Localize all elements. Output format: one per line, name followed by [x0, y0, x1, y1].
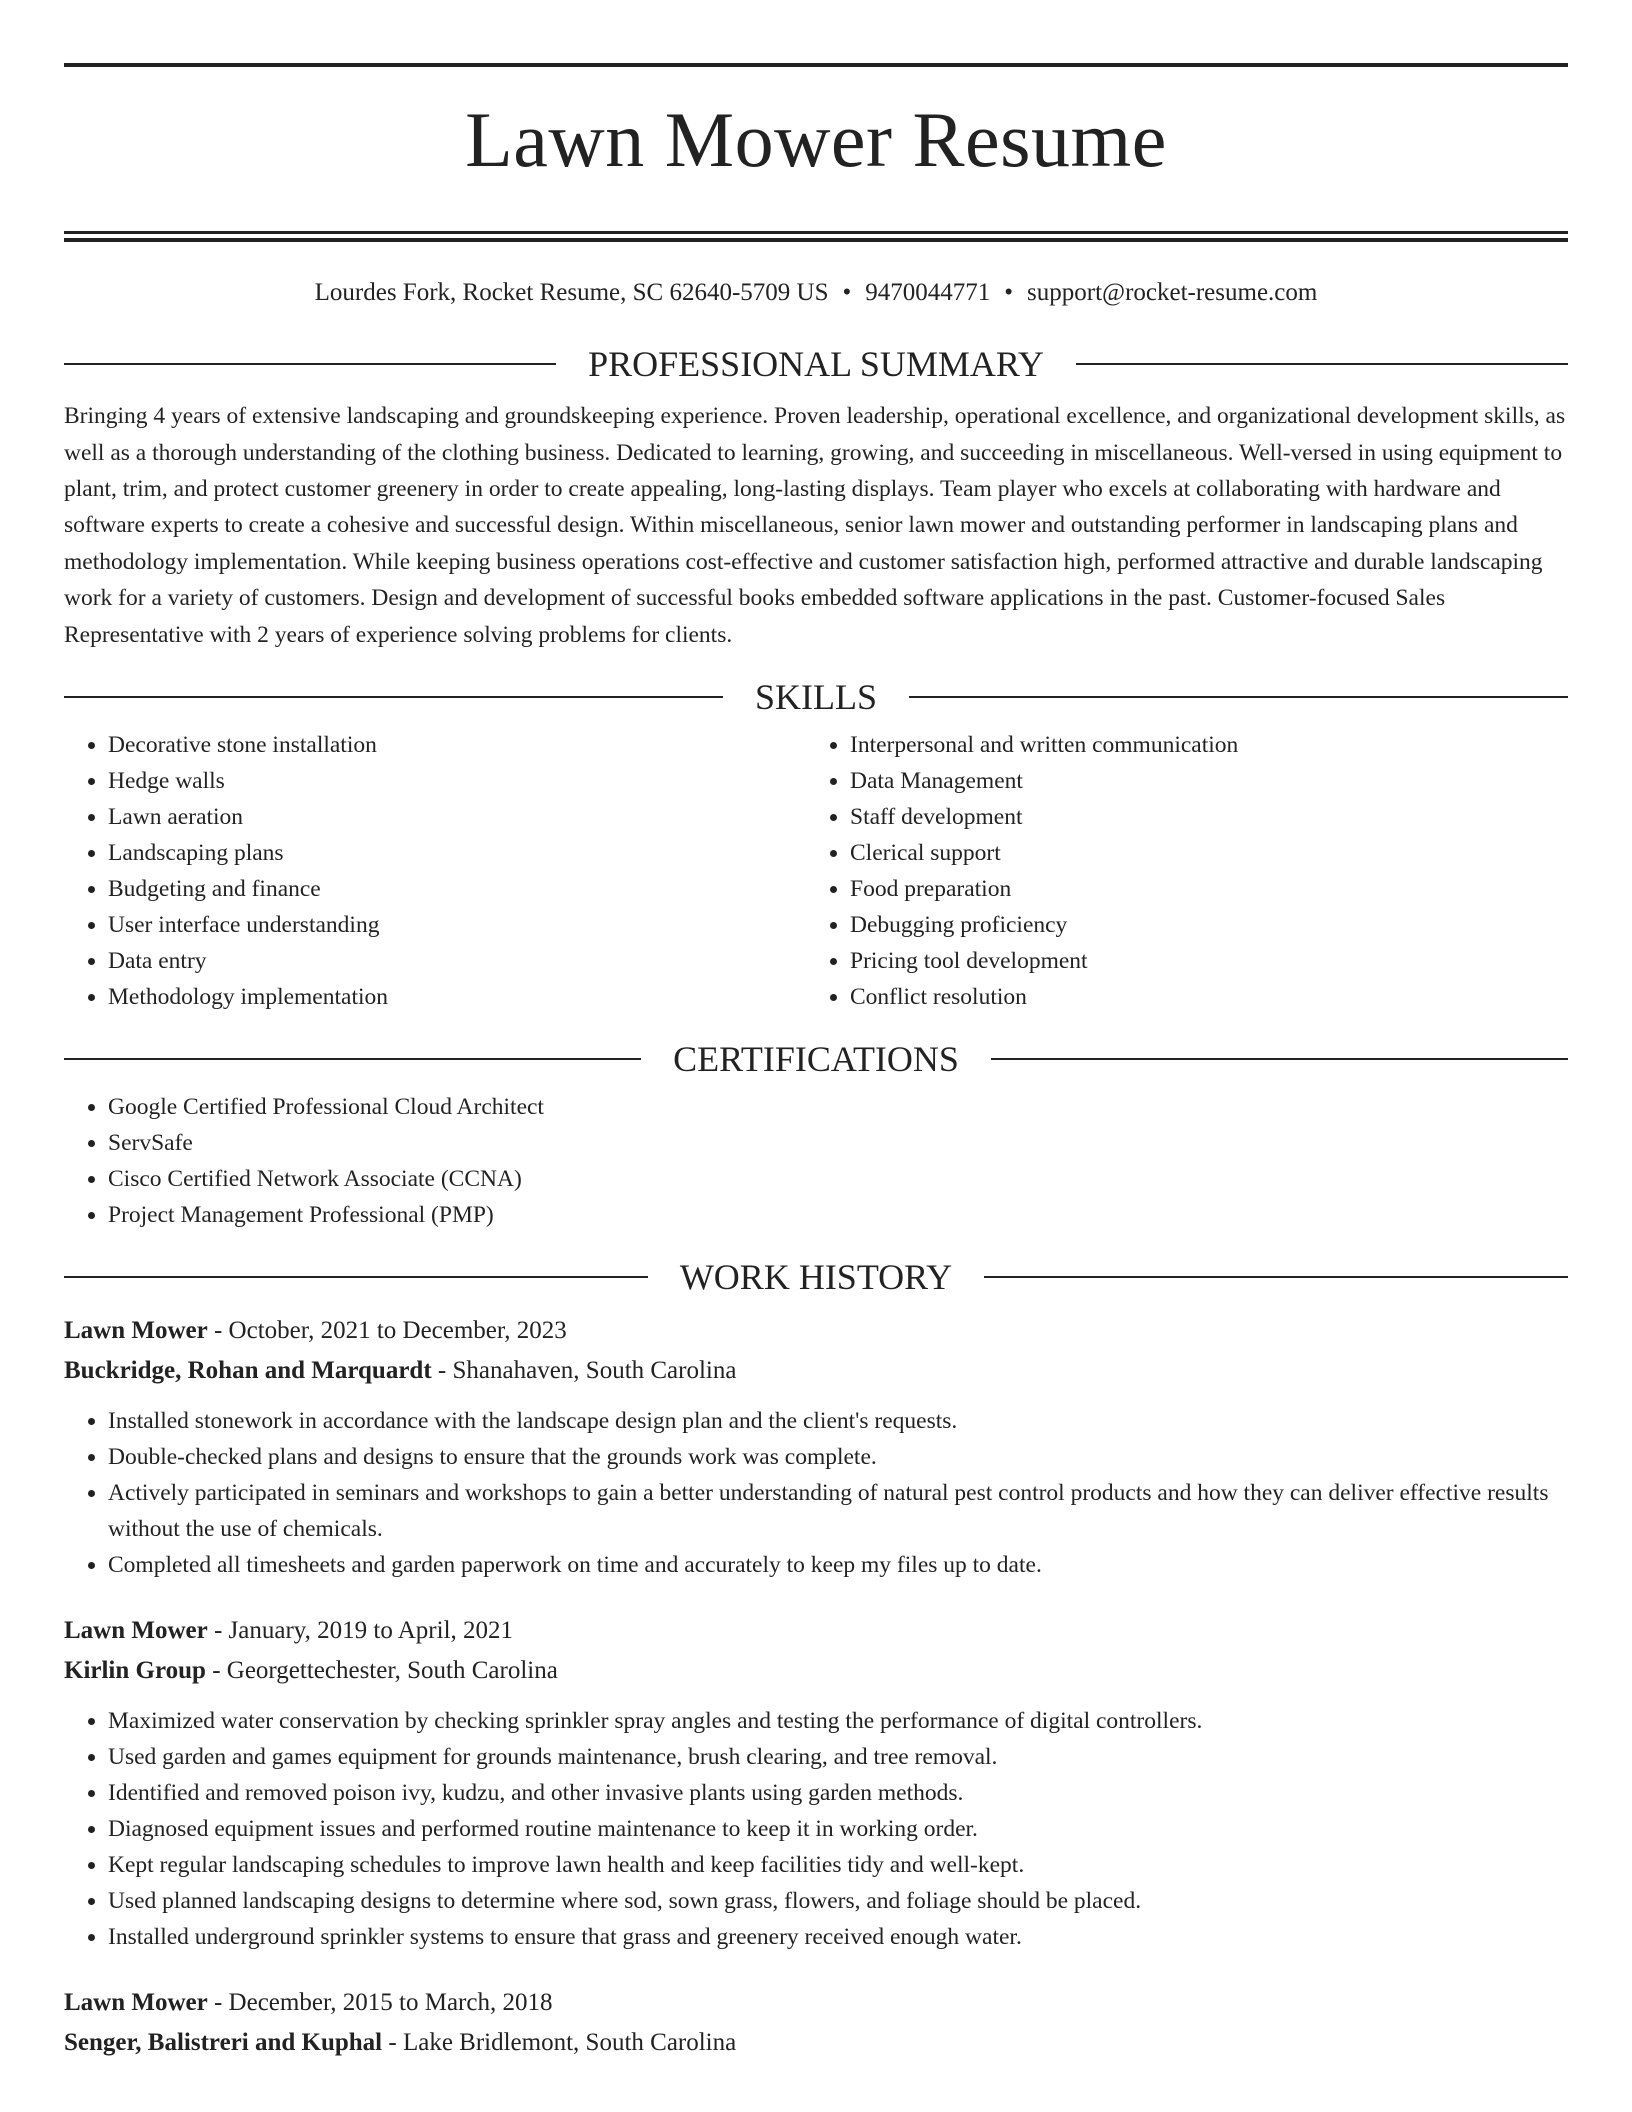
contact-phone: 9470044771	[865, 279, 991, 307]
job-dates: - January, 2019 to April, 2021	[207, 1616, 514, 1644]
job-title-line	[64, 1311, 1568, 1351]
job-entry	[64, 1611, 1568, 1955]
list-item: • Identified and removed poison ivy, kudzu, and other invasive plants using garden methods.	[108, 1775, 1568, 1811]
list-item: • Used garden and games equipment for grounds maintenance, brush clearing, and tree removal.	[108, 1739, 1568, 1775]
list-item: • Maximized water conservation by checking sprinkler spray angles and testing the performance of digital controllers.	[108, 1703, 1568, 1739]
heading-rule	[64, 1276, 648, 1278]
list-item: • Installed underground sprinkler systems to ensure that grass and greenery received enough water.	[108, 1919, 1568, 1955]
contact-separator: •	[1004, 279, 1014, 307]
list-item: • Cisco Certified Network Associate (CCNA)	[108, 1161, 1568, 1197]
list-item: • Actively participated in seminars and workshops to gain a better understanding of natural pest control products and how they can deliver effective results without the use of chemicals.	[108, 1475, 1568, 1547]
heading-rule	[64, 363, 556, 365]
list-item: • Hedge walls	[108, 763, 806, 799]
list-item: • Data Management	[850, 763, 1548, 799]
job-entry	[64, 1983, 1568, 2063]
list-item: • ServSafe	[108, 1125, 1568, 1161]
job-company-line	[64, 2023, 1568, 2063]
section-heading-certifications	[64, 1039, 1568, 1079]
section-heading-skills	[64, 677, 1568, 717]
job-title: Lawn Mower	[64, 1616, 208, 1644]
list-item: • Project Management Professional (PMP)	[108, 1197, 1568, 1233]
job-location: - Lake Bridlemont, South Carolina	[382, 2028, 737, 2056]
list-item: • Data entry	[108, 943, 806, 979]
job-title-line	[64, 1983, 1568, 2023]
list-item: • Conflict resolution	[850, 979, 1548, 1015]
list-item: • Interpersonal and written communication	[850, 727, 1548, 763]
skills-list-left	[64, 727, 806, 1015]
job-company-line	[64, 1351, 1568, 1391]
job-dates: - October, 2021 to December, 2023	[207, 1316, 567, 1344]
list-item: • Lawn aeration	[108, 799, 806, 835]
section-title: PROFESSIONAL SUMMARY	[588, 344, 1044, 385]
resume-title: Lawn Mower Resume	[465, 96, 1167, 183]
list-item: • Budgeting and finance	[108, 871, 806, 907]
section-title: SKILLS	[755, 676, 878, 717]
job-location: - Georgettechester, South Carolina	[205, 1656, 558, 1684]
heading-rule	[64, 1058, 641, 1060]
heading-rule	[1076, 363, 1568, 365]
section-heading-work-history	[64, 1257, 1568, 1297]
work-history-list	[64, 1311, 1568, 2063]
contact-separator: •	[842, 279, 852, 307]
job-entry	[64, 1311, 1568, 1583]
job-duties-list	[64, 1703, 1568, 1955]
resume-page	[64, 0, 1568, 2063]
list-item: • Debugging proficiency	[850, 907, 1548, 943]
job-dates: - December, 2015 to March, 2018	[207, 1988, 553, 2016]
heading-rule	[991, 1058, 1568, 1060]
list-item: • Staff development	[850, 799, 1548, 835]
list-item: • Landscaping plans	[108, 835, 806, 871]
list-item: • Kept regular landscaping schedules to improve lawn health and keep facilities tidy and well-kept.	[108, 1847, 1568, 1883]
certifications-block	[64, 1089, 1568, 1233]
section-heading-summary	[64, 344, 1568, 384]
list-item: • Food preparation	[850, 871, 1548, 907]
list-item: • User interface understanding	[108, 907, 806, 943]
contact-email[interactable]: support@rocket-resume.com	[1027, 279, 1318, 307]
list-item: • Installed stonework in accordance with the landscape design plan and the client's requests.	[108, 1403, 1568, 1439]
summary-paragraph: Bringing 4 years of extensive landscaping and groundskeeping experience. Proven leadership, operational excellence, and organizational development skills, as well as a thorough understanding of the clothing business. Dedicated to learning, growing, and succeeding in miscellaneous. Well-versed in using equipment to plant, trim, and protect customer greenery in order to create appealing, long-lasting displays. Team player who excels at collaborating with hardware and software experts to create a cohesive and successful design. Within miscellaneous, senior lawn mower and outstanding performer in landscaping plans and methodology implementation. While keeping business operations cost-effective and customer satisfaction high, performed attractive and durable landscaping work for a variety of customers. Design and development of successful books embedded software applications in the past. Customer-focused Sales Representative with 2 years of experience solving problems for clients.	[64, 403, 1566, 648]
list-item: • Clerical support	[850, 835, 1548, 871]
contact-line	[64, 278, 1568, 308]
list-item: • Methodology implementation	[108, 979, 806, 1015]
job-duties-list	[64, 1403, 1568, 1583]
list-item: • Diagnosed equipment issues and performed routine maintenance to keep it in working order.	[108, 1811, 1568, 1847]
list-item: • Google Certified Professional Cloud Architect	[108, 1089, 1568, 1125]
heading-rule	[64, 696, 723, 698]
job-title: Lawn Mower	[64, 1988, 208, 2016]
contact-address: Lourdes Fork, Rocket Resume, SC 62640-5709 US	[314, 279, 829, 307]
section-title: WORK HISTORY	[679, 1256, 953, 1297]
title-double-rule	[64, 231, 1568, 242]
job-company: Kirlin Group	[64, 1656, 206, 1684]
list-item: • Used planned landscaping designs to determine where sod, sown grass, flowers, and foliage should be placed.	[108, 1883, 1568, 1919]
job-company-line	[64, 1651, 1568, 1691]
section-title: CERTIFICATIONS	[673, 1038, 959, 1079]
job-location: - Shanahaven, South Carolina	[431, 1356, 737, 1384]
job-title-line	[64, 1611, 1568, 1651]
job-title: Lawn Mower	[64, 1316, 208, 1344]
job-company: Buckridge, Rohan and Marquardt	[64, 1356, 432, 1384]
heading-rule	[909, 696, 1568, 698]
skills-list-right	[806, 727, 1548, 1015]
list-item: • Completed all timesheets and garden paperwork on time and accurately to keep my files up to date.	[108, 1547, 1568, 1583]
certifications-list	[64, 1089, 1568, 1233]
heading-rule	[984, 1276, 1568, 1278]
job-company: Senger, Balistreri and Kuphal	[64, 2028, 383, 2056]
list-item: • Decorative stone installation	[108, 727, 806, 763]
top-rule	[64, 63, 1568, 67]
list-item: • Pricing tool development	[850, 943, 1548, 979]
skills-columns	[64, 727, 1568, 1015]
list-item: • Double-checked plans and designs to ensure that the grounds work was complete.	[108, 1439, 1568, 1475]
